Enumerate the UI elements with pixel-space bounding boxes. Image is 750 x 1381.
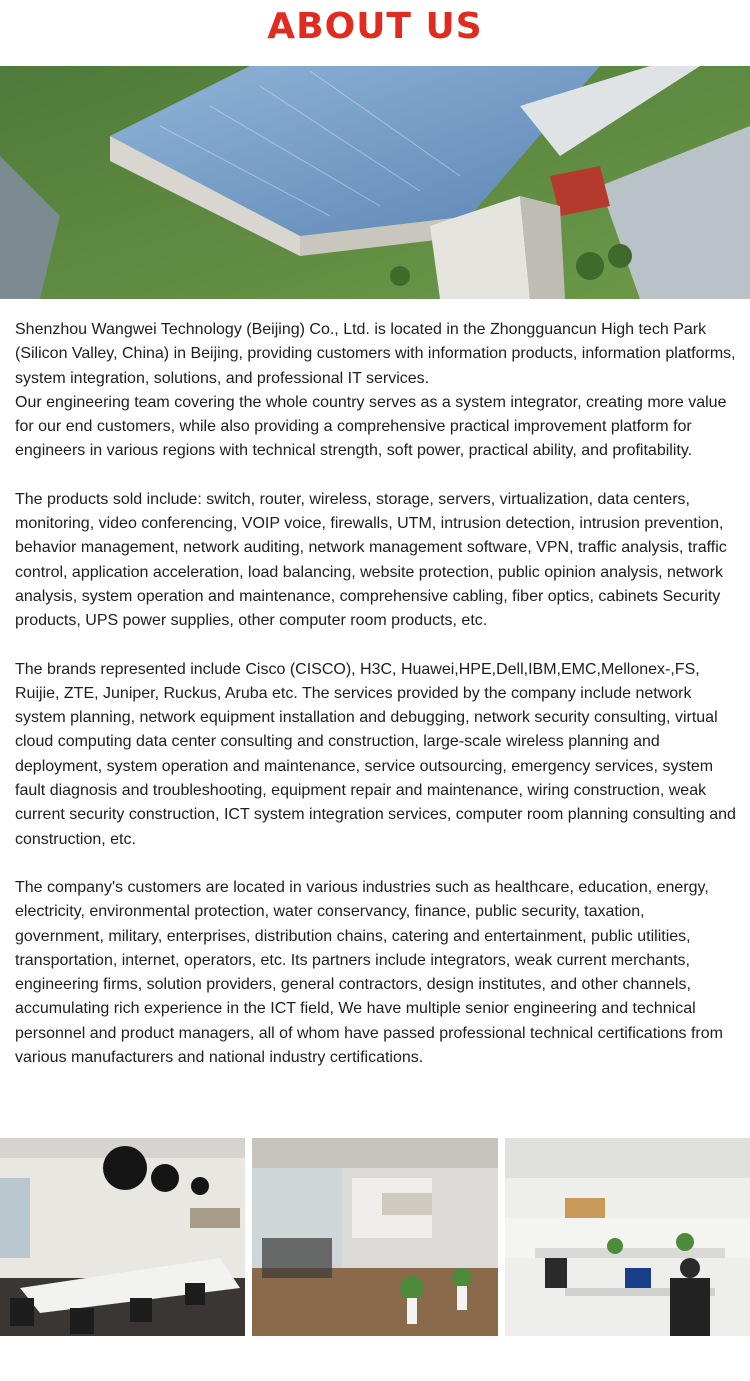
products-paragraph: The products sold include: switch, router, wireless, storage, servers, virtualization, data centers, monitoring, video conferencing, VOIP voice, firewalls, UTM, intrusion detection, intrusion prevention, behavior management, network auditing, network management software, VPN, traffic analysis, traffic control, application acceleration, load balancing, website protection, public opinion analysis, network analysis, system operation and maintenance, comprehensive cabling, fiber optics, cabinets Security products, UPS power supplies, other computer room products, etc. xyxy=(15,490,727,630)
meeting-room-photo xyxy=(0,1138,245,1336)
intro-paragraph: Shenzhou Wangwei Technology (Beijing) Co., Ltd. is located in the Zhongguancun High tech Park (Silicon Valley, China) in Beijing, providing customers with information products, information platforms, system integration, solutions, and professional IT services. xyxy=(15,321,736,387)
open-office-photo xyxy=(505,1138,750,1336)
team-paragraph: Our engineering team covering the whole country serves as a system integrator, creating more value for our end customers, while also providing a comprehensive practical improvement platform for engineers in various regions with technical strength, soft power, practical ability, and profitability. xyxy=(15,393,727,460)
brands-services-paragraph: The brands represented include Cisco (CISCO), H3C, Huawei,HPE,Dell,IBM,EMC,Mellonex-,FS, Ruijie, ZTE, Juniper, Ruckus, Aruba etc. The services provided by the company include network system planning, network equipment installation and debugging, network security consulting, virtual cloud computing data center consulting and construction, large-scale wireless planning and deployment, system operation and maintenance, service outsourcing, emergency services, system fault diagnosis and troubleshooting, equipment repair and maintenance, wiring construction, weak current security construction, ICT system integration services, computer room planning consulting and construction, etc. xyxy=(15,660,736,848)
office-lobby-photo xyxy=(252,1138,498,1336)
about-body-text xyxy=(15,318,737,1070)
customers-paragraph: The company's customers are located in various industries such as healthcare, education, energy, electricity, environmental protection, water conservancy, finance, public security, taxation, government, military, enterprises, distribution chains, catering and entertainment, public utilities, transportation, internet, operators, etc. Its partners include integrators, weak current merchants, engineering firms, solution providers, general contractors, design institutes, and other channels, accumulating rich experience in the ICT field, We have multiple senior engineering and technical personnel and product managers, all of whom have passed professional technical certifications from various manufacturers and national industry certifications. xyxy=(15,878,723,1067)
factory-aerial-photo xyxy=(0,66,750,299)
page-title: ABOUT US xyxy=(267,6,483,47)
